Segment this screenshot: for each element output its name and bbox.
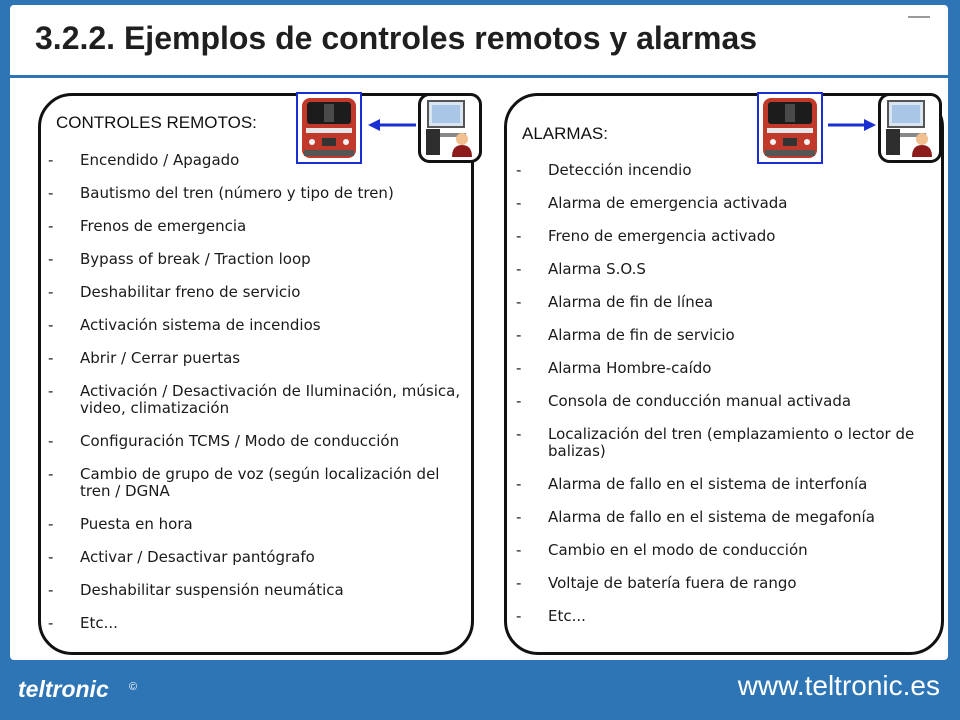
list-item: - Activar / Desactivar pantógrafo xyxy=(48,548,315,566)
control-center-operator-icon xyxy=(878,93,942,163)
list-item: - Bautismo del tren (número y tipo de tren) xyxy=(48,184,394,202)
arrow-right-icon xyxy=(826,117,878,133)
copyright-symbol: © xyxy=(129,681,138,693)
list-item: - Localización del tren (emplazamiento o lector de balizas) xyxy=(516,425,915,460)
footer-url: www.teltronic.es xyxy=(737,670,940,701)
list-item: - Encendido / Apagado xyxy=(48,151,240,169)
list-item: - Alarma de fin de línea xyxy=(516,293,714,311)
list-item: - Alarma de fin de servicio xyxy=(516,326,735,344)
list-item: - Alarma de emergencia activada xyxy=(516,194,788,212)
list-item: - Abrir / Cerrar puertas xyxy=(48,349,241,367)
list-item: - Configuración TCMS / Modo de conducción xyxy=(48,432,400,450)
alarms-list xyxy=(516,162,936,641)
list-item: - Cambio en el modo de conducción xyxy=(516,541,808,559)
list-item: - Etc... xyxy=(516,607,586,625)
list-item: - Bypass of break / Traction loop xyxy=(48,250,311,268)
page-title: 3.2.2. Ejemplos de controles remotos y alarmas xyxy=(35,20,758,56)
list-item: - Freno de emergencia activado xyxy=(516,227,776,245)
list-item: - Consola de conducción manual activada xyxy=(516,392,852,410)
list-item: - Activación / Desactivación de Iluminación, música, video, climatización xyxy=(48,382,461,417)
remote-controls-list xyxy=(48,152,468,648)
list-item: - Cambio de grupo de voz (según localización del tren / DGNA xyxy=(48,465,440,500)
list-item: - Deshabilitar suspensión neumática xyxy=(48,581,344,599)
decorative-line xyxy=(908,16,930,18)
alarms-heading: ALARMAS: xyxy=(522,124,608,143)
list-item: - Etc... xyxy=(48,614,118,632)
remote-controls-heading: CONTROLES REMOTOS: xyxy=(56,113,257,132)
list-item: - Alarma de fallo en el sistema de interfonía xyxy=(516,475,868,493)
list-item: - Alarma S.O.S xyxy=(516,260,646,278)
list-item: - Activación sistema de incendios xyxy=(48,316,321,334)
list-item: - Puesta en hora xyxy=(48,515,193,533)
list-item: - Alarma de fallo en el sistema de megafonía xyxy=(516,508,875,526)
train-icon xyxy=(757,92,823,164)
list-item: - Voltaje de batería fuera de rango xyxy=(516,574,797,592)
list-item: - Frenos de emergencia xyxy=(48,217,247,235)
train-icon xyxy=(296,92,362,164)
list-item: - Alarma Hombre-caído xyxy=(516,359,712,377)
teltronic-logo: teltronic xyxy=(18,676,109,702)
arrow-left-icon xyxy=(366,117,418,133)
list-item: - Detección incendio xyxy=(516,161,692,179)
control-center-operator-icon xyxy=(418,93,482,163)
title-divider xyxy=(10,75,948,78)
list-item: - Deshabilitar freno de servicio xyxy=(48,283,301,301)
